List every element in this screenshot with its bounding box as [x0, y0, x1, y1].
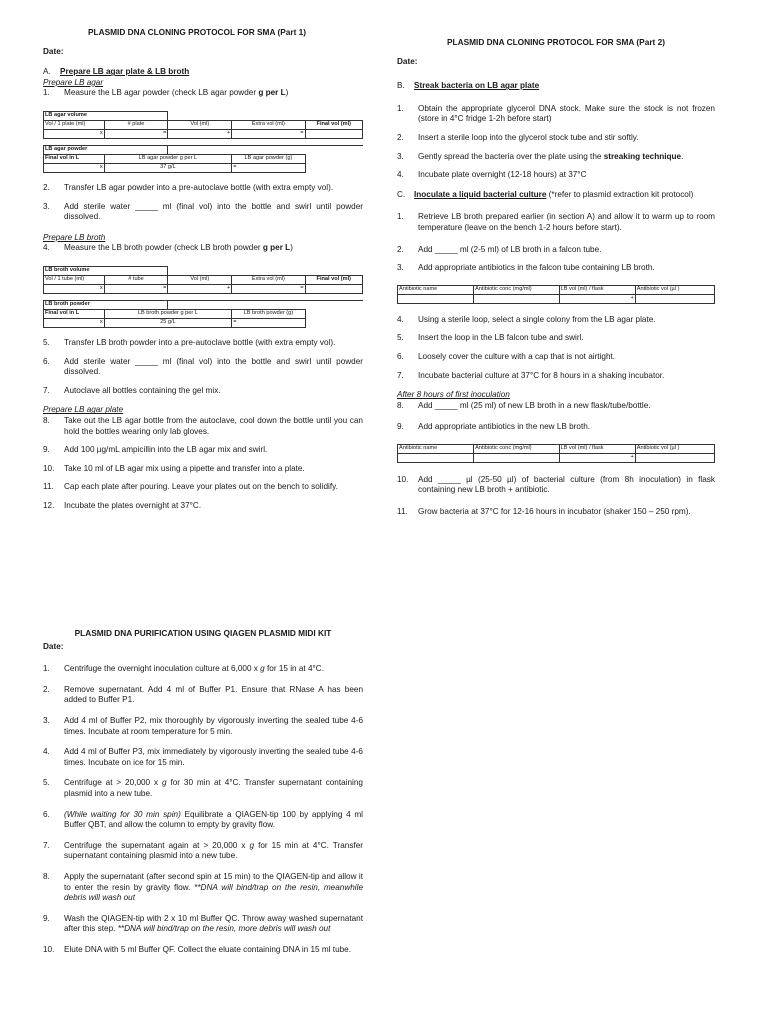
- step-12: [43, 501, 363, 512]
- c-step-8: [397, 401, 715, 412]
- table-cell: [398, 294, 474, 303]
- step-text: [64, 243, 363, 254]
- step-number: 8.: [43, 871, 50, 881]
- step-text-pre: Measure the LB agar powder (check LB agar powder: [64, 88, 259, 98]
- step-text: Using a sterile loop, select a single colony from the LB agar plate.: [418, 314, 656, 324]
- table-spacer: [305, 163, 362, 172]
- step-text: Add 4 ml of Buffer P3, mix immediately by vigorously inverting the sealed tube 4-6 times. Incubate on ice for 15 min.: [64, 747, 363, 767]
- step-number: 11.: [43, 482, 54, 492]
- step-4: [43, 243, 363, 254]
- step-text-post: ): [285, 88, 289, 98]
- table-cell: [635, 294, 714, 303]
- step-text: [418, 152, 715, 163]
- table-header: Antibiotic name: [398, 444, 474, 453]
- table-cell: [305, 129, 362, 138]
- step-text: [64, 872, 363, 904]
- section-b-heading: [397, 81, 715, 92]
- step-text: Retrieve LB broth prepared earlier (in section A) and allow it to warm up to room temperature (leave on the bench 1-2 hours before start).: [418, 212, 715, 232]
- step-text-pre: Centrifuge the overnight inoculation culture at 6,000 x: [64, 664, 261, 674]
- p-step-2: [43, 685, 363, 706]
- sub-prepare-plate: Prepare LB agar plate: [43, 405, 124, 415]
- table-title: LB broth volume: [44, 266, 168, 275]
- step-number: 1.: [397, 103, 404, 113]
- step-text-bold: streaking technique: [603, 151, 682, 161]
- part2-title: PLASMID DNA CLONING PROTOCOL FOR SMA (Part 2): [446, 37, 666, 47]
- step-text-post: Equilibrate a QIAGEN-tip 100 by applying 4 ml Buffer QBT, and allow the column to empty by gravity flow.: [64, 809, 363, 830]
- p-step-6: [43, 810, 363, 831]
- step-number: 3.: [397, 263, 404, 273]
- table-header: Final vol in L: [44, 309, 105, 318]
- table-op: =: [232, 129, 305, 138]
- table-header: Antibiotic conc (mg/ml): [474, 285, 560, 294]
- table-spacer: [168, 145, 363, 154]
- antibiotic-table-2: [397, 444, 715, 463]
- step-number: 4.: [397, 170, 404, 180]
- step-number: 10.: [397, 474, 409, 484]
- step-text: [64, 664, 363, 675]
- c-step-5: [397, 333, 715, 344]
- step-number: 1.: [43, 88, 50, 98]
- step-number: 5.: [397, 333, 404, 343]
- part1-date-label: Date:: [43, 46, 64, 56]
- purification-title: PLASMID DNA PURIFICATION USING QIAGEN PLASMID MIDI KIT: [74, 628, 332, 638]
- lb-broth-table: [43, 266, 363, 328]
- table-op: +: [168, 129, 232, 138]
- table-cell: [305, 284, 362, 293]
- table-spacer: [168, 111, 363, 120]
- step-number: 4.: [43, 747, 50, 757]
- step-text: Add 4 ml of Buffer P2, mix thoroughly by vigorously inverting the sealed tube 4-6 times. Incubate at room temperature for 5 min.: [64, 715, 363, 736]
- step-number: 9.: [397, 422, 404, 432]
- table-gap: [44, 293, 363, 300]
- step-number: 9.: [43, 445, 50, 455]
- table-header: LB broth powder (g): [232, 309, 305, 318]
- step-text-italic: **DNA will bind/trap on the resin, more debris will wash out: [117, 924, 331, 934]
- step-text: Incubate plate overnight (12-18 hours) at 37°C: [418, 170, 587, 180]
- step-text: Add appropriate antibiotics in the falcon tube containing LB broth.: [418, 263, 655, 273]
- table-header: Final vol (ml): [305, 275, 362, 284]
- step-1: [43, 88, 363, 99]
- table-value: 37 g/L: [104, 163, 232, 172]
- table-header: Extra vol (ml): [232, 120, 305, 129]
- section-a-title: Prepare LB agar plate & LB broth: [60, 67, 190, 77]
- table-header: Vol / 1 plate (ml): [44, 120, 105, 129]
- step-text: Cap each plate after pouring. Leave your plates out on the bench to solidify.: [64, 482, 338, 492]
- step-text: Add _____ ml (25 ml) of new LB broth in a new flask/tube/bottle.: [418, 400, 651, 410]
- step-text: Autoclave all bottles containing the gel mix.: [64, 385, 221, 395]
- step-number: 9.: [43, 913, 50, 923]
- b-step-1: [397, 104, 715, 125]
- table-header: Final vol in L: [44, 154, 105, 163]
- table-header: Extra vol (ml): [232, 275, 305, 284]
- step-number: 2.: [397, 244, 404, 254]
- step-text: Add sterile water _____ ml (final vol) into the bottle and swirl until powder dissolved.: [64, 356, 363, 377]
- step-text: Add appropriate antibiotics in the new LB broth.: [418, 422, 591, 432]
- antibiotic-table-1: [397, 285, 715, 304]
- step-number: 7.: [397, 370, 404, 380]
- table-op: +: [559, 294, 635, 303]
- table-spacer: [305, 154, 362, 163]
- step-5: [43, 338, 363, 349]
- step-number: 10.: [43, 463, 55, 473]
- table-title: LB broth powder: [44, 300, 168, 309]
- step-text: [64, 88, 363, 99]
- step-text: Obtain the appropriate glycerol DNA stock. Make sure the stock is not frozen (store in 4°C fridge 1-2h before start): [418, 103, 715, 124]
- section-c-label: C.: [397, 189, 406, 199]
- p-step-3: [43, 716, 363, 737]
- c-step-11: [397, 507, 715, 518]
- step-2: [43, 183, 363, 194]
- step-number: 8.: [43, 415, 50, 425]
- step-number: 1.: [397, 212, 404, 222]
- table-header: LB broth powder g per L: [104, 309, 232, 318]
- c-step-7: [397, 371, 715, 382]
- step-text-post: .: [681, 151, 684, 161]
- p-step-7: [43, 841, 363, 862]
- step-number: 3.: [397, 151, 404, 161]
- p-step-1: [43, 664, 363, 675]
- step-10: [43, 464, 363, 475]
- c-step-6: [397, 352, 715, 363]
- step-text: Take 10 ml of LB agar mix using a pipette and transfer into a plate.: [64, 463, 305, 473]
- step-text: Insert the loop in the LB falcon tube and swirl.: [418, 333, 584, 343]
- table-spacer: [305, 309, 362, 318]
- step-text-pre: Gently spread the bacteria over the plate using the: [418, 151, 604, 161]
- table-spacer: [305, 318, 362, 327]
- table-spacer: [168, 300, 363, 309]
- table-op: x: [44, 318, 105, 327]
- step-text: Take out the LB agar bottle from the autoclave, cool down the bottle until you can hold the bottles wearing only lab gloves.: [64, 415, 363, 436]
- step-text-pre: Wash the QIAGEN-tip with 2 x 10 ml Buffer QC. Throw away washed supernatant after this step.: [64, 913, 363, 934]
- step-text-post: for 15 min at 4°C. Transfer supernatant containing plasmid into a new tube.: [64, 840, 363, 861]
- step-9: [43, 445, 363, 456]
- c-step-4: [397, 315, 715, 326]
- step-text-pre: Measure the LB broth powder (check LB broth powder: [64, 243, 263, 253]
- table-op: =: [232, 163, 305, 172]
- step-text: Loosely cover the culture with a cap that is not airtight.: [418, 351, 616, 361]
- step-number: 3.: [43, 201, 50, 211]
- step-text: Add _____ µl (25-50 µl) of bacterial culture (from 8h inoculation) in flask containing new LB broth + antibiotic.: [418, 474, 715, 495]
- table-cell: [474, 294, 560, 303]
- step-text-bold: g per L: [262, 243, 291, 253]
- step-text-pre: Centrifuge the supernatant again at > 20,000 x: [64, 840, 250, 850]
- step-text: [64, 841, 363, 862]
- step-text: Transfer LB broth powder into a pre-autoclave bottle (with extra empty vol).: [64, 337, 336, 347]
- table-op: +: [559, 453, 635, 462]
- step-text: [64, 914, 363, 935]
- table-op: x: [44, 284, 105, 293]
- c-step-9: [397, 422, 715, 433]
- table-op: x: [44, 163, 105, 172]
- sub-after-8-hours: After 8 hours of first inoculation: [397, 390, 510, 400]
- b-step-3: [397, 152, 715, 163]
- lb-agar-table: [43, 111, 363, 173]
- table-header: Antibiotic vol (µl ): [635, 285, 714, 294]
- table-op: =: [232, 284, 305, 293]
- section-b-label: B.: [397, 81, 405, 91]
- step-number: 7.: [43, 840, 50, 850]
- table-header: LB vol (ml) / flask: [559, 444, 635, 453]
- table-value: 25 g/L: [104, 318, 232, 327]
- step-text: [64, 810, 363, 831]
- table-header: Antibiotic vol (µl ): [635, 444, 714, 453]
- step-8: [43, 416, 363, 437]
- section-c-heading: [397, 190, 715, 201]
- table-header: Vol (ml): [168, 120, 232, 129]
- table-cell: [635, 453, 714, 462]
- table-op: =: [232, 318, 305, 327]
- table-title: LB agar powder: [44, 145, 168, 154]
- section-a-heading: [43, 67, 363, 78]
- p-step-4: [43, 747, 363, 768]
- step-number: 5.: [43, 337, 50, 347]
- step-text: Grow bacteria at 37°C for 12-16 hours in incubator (shaker 150 – 250 rpm).: [418, 507, 691, 517]
- step-number: 6.: [43, 356, 50, 366]
- section-c-title-wrap: [414, 190, 693, 201]
- section-b-title: Streak bacteria on LB agar plate: [414, 81, 540, 91]
- table-header: Antibiotic name: [398, 285, 474, 294]
- table-header: LB agar powder (g): [232, 154, 305, 163]
- step-number: 2.: [397, 132, 404, 142]
- c-step-2: [397, 245, 715, 256]
- table-header: LB vol (ml) / flask: [559, 285, 635, 294]
- step-text: Add _____ ml (2-5 ml) of LB broth in a falcon tube.: [418, 244, 602, 254]
- section-c-note: (*refer to plasmid extraction kit protocol): [546, 189, 694, 199]
- p-step-5: [43, 778, 363, 799]
- step-text: Incubate the plates overnight at 37°C.: [64, 500, 202, 510]
- p-step-9: [43, 914, 363, 935]
- step-text: Add 100 µg/mL ampicillin into the LB agar mix and swirl.: [64, 445, 268, 455]
- step-number: 12.: [43, 500, 55, 510]
- c-step-1: [397, 212, 715, 233]
- table-header: Antibiotic conc (mg/ml): [474, 444, 560, 453]
- step-text-italic: g: [260, 664, 265, 674]
- table-op: x: [44, 129, 105, 138]
- c-step-3: [397, 263, 715, 274]
- step-number: 7.: [43, 385, 50, 395]
- step-text: Incubate bacterial culture at 37°C for 8 hours in a shaking incubator.: [418, 370, 665, 380]
- section-c-title: Inoculate a liquid bacterial culture: [414, 189, 547, 199]
- sub-prepare-broth: Prepare LB broth: [43, 232, 106, 242]
- step-text-bold: g per L: [258, 88, 286, 98]
- table-header: LB agar powder g per L: [104, 154, 232, 163]
- table-spacer: [168, 266, 363, 275]
- table-header: Final vol (ml): [305, 120, 362, 129]
- purification-column: [43, 628, 363, 955]
- step-text-pre: Apply the supernatant (after second spin at 15 min) to the QIAGEN-tip and allow it to enter the resin by gravity flow.: [64, 871, 363, 892]
- step-number: 11.: [397, 507, 408, 517]
- part1-title: PLASMID DNA CLONING PROTOCOL FOR SMA (Part 1): [88, 27, 307, 37]
- p-step-10: [43, 945, 363, 956]
- step-number: 5.: [43, 778, 50, 788]
- b-step-2: [397, 133, 715, 144]
- table-gap: [44, 138, 363, 145]
- table-cell: [398, 453, 474, 462]
- b-step-4: [397, 170, 715, 181]
- table-cell: [474, 453, 560, 462]
- table-header: Vol / 1 tube (ml): [44, 275, 105, 284]
- table-op: +: [168, 284, 232, 293]
- step-number: 8.: [397, 400, 404, 410]
- step-11: [43, 482, 363, 493]
- step-number: 3.: [43, 715, 50, 725]
- part1-column: [43, 27, 363, 511]
- step-number: 6.: [397, 351, 404, 361]
- purification-date-label: Date:: [43, 641, 64, 651]
- step-number: 6.: [43, 809, 50, 819]
- step-number: 2.: [43, 182, 50, 192]
- table-title: LB agar volume: [44, 111, 168, 120]
- table-header: # plate: [104, 120, 168, 129]
- step-text: Transfer LB agar powder into a pre-autoclave bottle (with extra empty vol).: [64, 182, 334, 192]
- step-text-pre: Centrifuge at > 20,000 x: [64, 778, 162, 788]
- step-text-italic: g: [249, 840, 255, 850]
- step-text: [64, 778, 363, 799]
- p-step-8: [43, 872, 363, 904]
- step-text-post: ): [290, 243, 293, 253]
- sub-prepare-agar: Prepare LB agar: [43, 77, 104, 87]
- table-op: =: [104, 129, 168, 138]
- table-header: # tube: [104, 275, 168, 284]
- table-op: =: [104, 284, 168, 293]
- step-text: Add sterile water _____ ml (final vol) into the bottle and swirl until powder dissolved.: [64, 201, 363, 222]
- part2-column: [397, 37, 715, 518]
- section-a-label: A.: [43, 67, 51, 77]
- step-text: Elute DNA with 5 ml Buffer QF. Collect the eluate containing DNA in 15 ml tube.: [64, 944, 352, 954]
- step-text: Remove supernatant. Add 4 ml of Buffer P1. Ensure that RNase A has been added to Buffer P1.: [64, 684, 363, 705]
- step-number: 4.: [397, 314, 404, 324]
- c-step-10: [397, 475, 715, 496]
- step-text-post: for 15 in at 4°C.: [264, 664, 324, 674]
- part2-date-label: Date:: [397, 56, 418, 66]
- step-7: [43, 386, 363, 397]
- step-number: 2.: [43, 684, 50, 694]
- step-number: 10.: [43, 944, 55, 954]
- step-6: [43, 357, 363, 378]
- step-number: 1.: [43, 664, 50, 674]
- step-text-post: for 30 min at 4°C. Transfer supernatant containing plasmid into a new tube.: [64, 778, 363, 798]
- step-text-italic: g: [161, 778, 167, 788]
- step-text-italic: **DNA will bind/trap on the resin, meanwhile debris will wash out: [64, 882, 364, 903]
- table-header: Vol (ml): [168, 275, 232, 284]
- step-number: 4.: [43, 243, 50, 253]
- step-text-italic: (While waiting for 30 min spin): [64, 809, 181, 819]
- step-3: [43, 202, 363, 223]
- step-text: Insert a sterile loop into the glycerol stock tube and stir softly.: [418, 132, 639, 142]
